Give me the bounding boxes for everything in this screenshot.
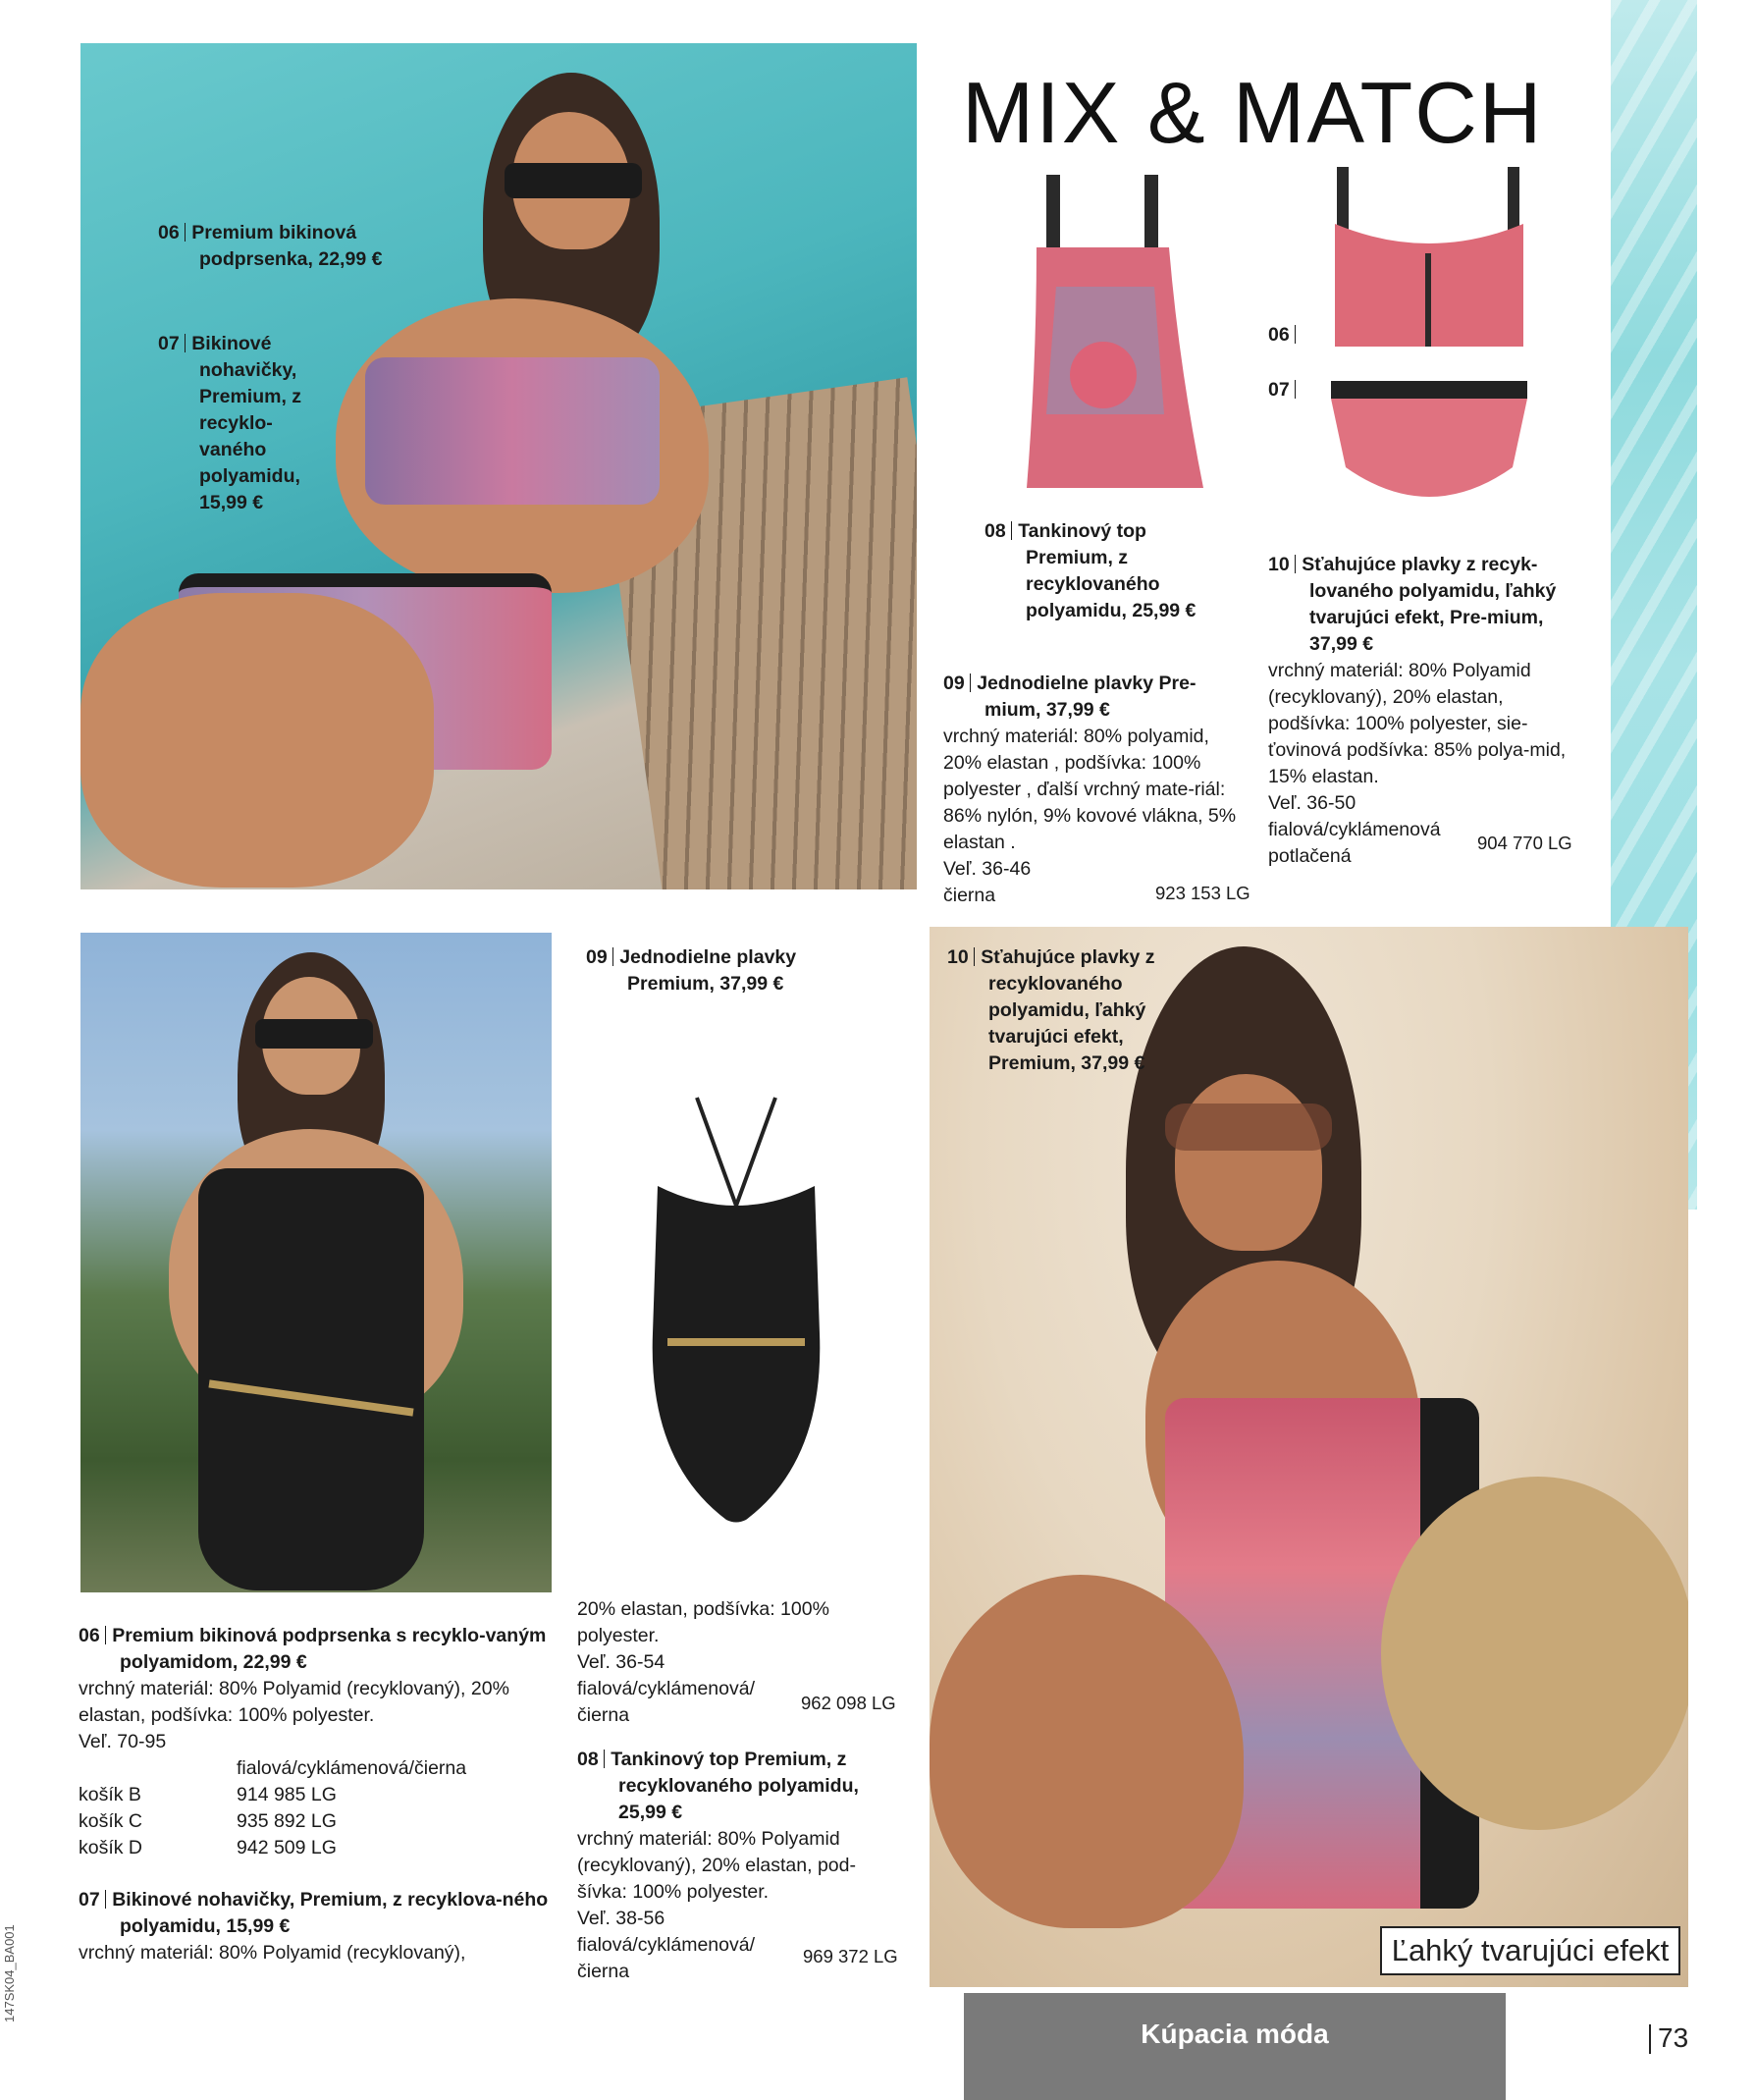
product-10-code: 904 770 LG [1477,833,1572,853]
callout-07-small: 07 [1268,377,1302,404]
callout-07: 07 Bikinové nohavičky, Premium, z recyklo-vaného polyamidu, 15,99 € [158,333,302,513]
product-09-details: 09 Jednodielne plavky Pre-mium, 37,99 € vrchný materiál: 80% polyamid, 20% elastan , podšívka: 100% polyester , ďalší vrchný mate-riál: 86% nylón, 9% kovové vlákna, 5% elastan . Veľ. 36-46 čierna [943,673,1237,906]
product-08-details: 08 Tankinový top Premium, z recyklovaného polyamidu, 25,99 € vrchný materiál: 80% Polyamid (recyklovaný), 20% elastan, pod-šívka: 100% polyester. Veľ. 38-56 fialová/cyklámenová/ čierna [577,1749,859,1982]
product-10-details: 10 Sťahujúce plavky z recyk-lovaného polyamidu, ľahký tvarujúci efekt, Pre-mium, 37,99 € vrchný materiál: 80% Polyamid (recyklovaný), 20% elastan, podšívka: 100% polyester, sie-ťovinová podšívka: 85% polya-mid, 15% elastan. Veľ. 36-50 fialová/cyklámenová potlačená [1268,554,1567,867]
bikini-top-image [1331,165,1527,351]
page-title: MIX & MATCH [962,64,1544,161]
straw-hat [1381,1477,1688,1830]
product-07-code: 962 098 LG [801,1693,896,1713]
product-09-code: 923 153 LG [1155,883,1250,903]
black-swimsuit [198,1168,424,1590]
sunglasses [255,1019,373,1049]
product-07-continued: 20% elastan, podšívka: 100% polyester. Veľ. 36-54 fialová/cyklámenová/ čierna [577,1598,829,1726]
sunglasses [505,163,642,198]
product-08-code: 969 372 LG [803,1946,898,1966]
model-face [1175,1074,1322,1251]
callout-06: 06 Premium bikinová podprsenka, 22,99 € [158,222,383,270]
bikini-bottom-image [1331,379,1527,526]
bikini-top-print [365,357,660,505]
callout-06-small: 06 [1268,322,1302,349]
page-number: 73 [1658,2022,1689,2053]
shaping-effect-badge: Ľahký tvarujúci efekt [1380,1926,1680,1975]
tankini-top-image [997,169,1233,493]
callout-09: 09 Jednodielne plavky Premium, 37,99 € [586,946,797,995]
model-legs [80,593,434,888]
callout-10: 10 Sťahujúce plavky z recyklovaného polyamidu, ľahký tvarujúci efekt, Premium, 37,99 € [947,946,1155,1074]
product-07-details: 07 Bikinové nohavičky, Premium, z recyklova-ného polyamidu, 15,99 € vrchný materiál: 80% Polyamid (recyklovaný), [79,1889,549,1964]
black-swimsuit-image [628,1088,844,1530]
footer-section-label: Kúpacia móda [1141,2019,1329,2049]
product-08-top-title: 08 Tankinový top Premium, z recyklovaného polyamidu, 25,99 € [984,520,1197,621]
sunglasses [1165,1104,1332,1151]
forest-model-photo [80,933,552,1592]
product-06-details: 06 Premium bikinová podprsenka s recyklo-vaným polyamidom, 22,99 € vrchný materiál: 80% Polyamid (recyklovaný), 20% elastan, podšívka: 100% polyester. Veľ. 70-95 fialová/cyklámenová/čierna košík B 914 985 LG košík C 935 892 LG košík D 942 509 LG [79,1625,547,1858]
beach-model-photo [930,927,1688,1987]
catalog-code: 147SK04_BA001 [2,1924,17,2022]
